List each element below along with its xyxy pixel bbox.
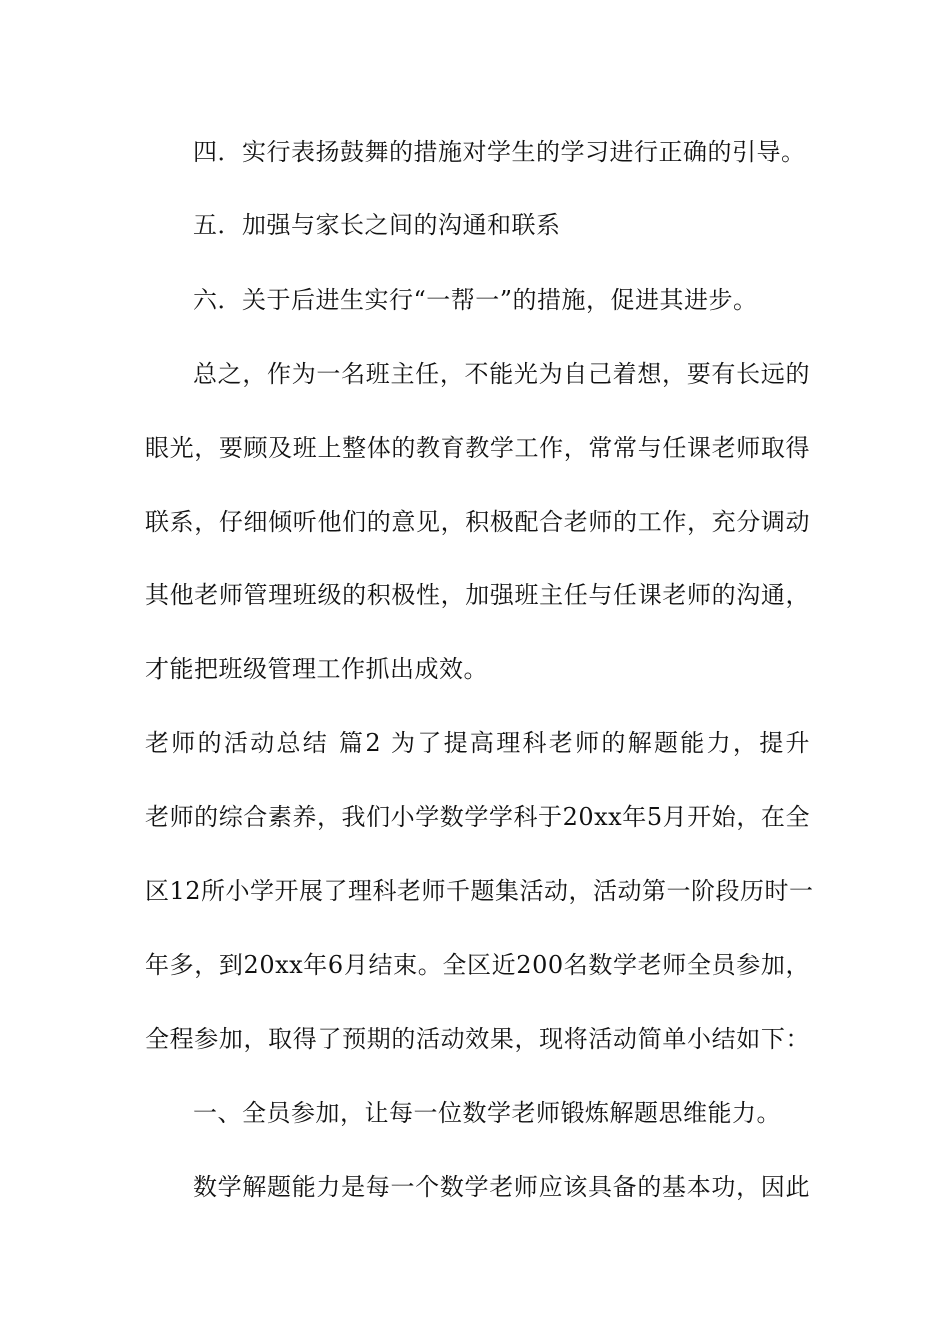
subsection-heading: 一、全员参加，让每一位数学老师锻炼解题思维能力。 xyxy=(193,1099,781,1127)
paragraph-line: 老师的综合素养，我们小学数学学科于20xx年5月开始，在全 xyxy=(145,803,810,831)
list-item-four: 四．实行表扬鼓舞的措施对学生的学习进行正确的引导。 xyxy=(193,138,806,166)
paragraph-line: 联系，仔细倾听他们的意见，积极配合老师的工作，充分调动 xyxy=(145,508,810,536)
list-item-five: 五．加强与家长之间的沟通和联系 xyxy=(193,211,561,239)
list-item-six: 六．关于后进生实行“一帮一”的措施，促进其进步。 xyxy=(193,286,758,314)
section-heading-line: 老师的活动总结 篇2 为了提高理科老师的解题能力，提升 xyxy=(145,729,810,757)
paragraph-line: 区12所小学开展了理科老师千题集活动，活动第一阶段历时一 xyxy=(145,877,814,905)
paragraph-line: 眼光，要顾及班上整体的教育教学工作，常常与任课老师取得 xyxy=(145,434,810,462)
paragraph-line: 总之，作为一名班主任，不能光为自己着想，要有长远的 xyxy=(193,360,810,388)
paragraph-line: 其他老师管理班级的积极性，加强班主任与任课老师的沟通， xyxy=(145,581,810,609)
paragraph-line: 全程参加，取得了预期的活动效果，现将活动简单小结如下： xyxy=(145,1025,810,1053)
paragraph-line: 年多，到20xx年6月结束。全区近200名数学老师全员参加， xyxy=(145,951,810,979)
paragraph-line: 数学解题能力是每一个数学老师应该具备的基本功，因此 xyxy=(193,1173,810,1201)
paragraph-line: 才能把班级管理工作抓出成效。 xyxy=(145,655,488,683)
